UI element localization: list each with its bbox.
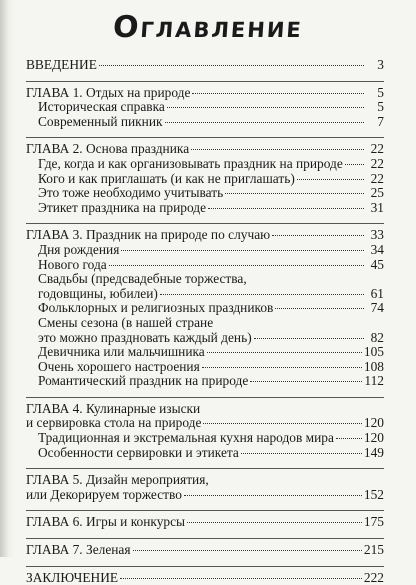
toc-entry xyxy=(26,157,384,172)
toc-page-number: 34 xyxy=(370,241,384,257)
toc-entry-label: ГЛАВА 3. Праздник на природе по случаю xyxy=(26,227,271,243)
toc-entry xyxy=(26,301,384,316)
toc-page-number: 74 xyxy=(370,300,384,316)
toc-leader-dots xyxy=(203,423,361,424)
toc-entry-label: и сервировка стола на природе xyxy=(26,415,202,431)
toc-page-number: 3 xyxy=(377,57,384,72)
toc-leader-dots xyxy=(109,265,364,266)
toc-leader-dots xyxy=(345,164,364,165)
section-divider xyxy=(26,137,384,138)
toc-page-number: 5 xyxy=(377,99,384,115)
section-divider xyxy=(26,538,384,539)
toc-page-number: 31 xyxy=(370,199,384,215)
toc-leader-dots xyxy=(272,235,364,236)
toc-entry-chapter-2 xyxy=(26,142,384,157)
toc-leader-dots xyxy=(297,179,364,180)
toc-entry-label: Этикет праздника на природе xyxy=(38,199,207,215)
toc-entry xyxy=(26,201,384,216)
toc-entry-label: Где, когда и как организовывать праздник на природе xyxy=(38,155,343,171)
toc-leader-dots xyxy=(120,578,362,579)
toc-page-number: 22 xyxy=(370,170,384,186)
toc-entry-label: Свадьбы (предсвадебные торжества, xyxy=(38,271,247,287)
toc-entry-label: ГЛАВА 5. Дизайн мероприятия, xyxy=(26,472,209,488)
toc-entry xyxy=(26,374,384,389)
toc-entry-chapter-6 xyxy=(26,515,384,530)
toc-entry xyxy=(26,172,384,187)
toc-leader-dots xyxy=(184,495,362,496)
toc-entry xyxy=(26,360,384,375)
toc-page-number: 215 xyxy=(363,542,384,558)
toc-entry-label: годовщины, юбилеи) xyxy=(38,285,158,301)
section-divider xyxy=(26,510,384,511)
toc-page-number: 25 xyxy=(370,185,384,201)
toc-entry xyxy=(26,316,384,331)
toc-entry-label: Фольклорных и религиозных праздников xyxy=(38,300,274,316)
section-divider xyxy=(26,566,384,567)
toc-page-number: 45 xyxy=(370,256,384,272)
toc-page-number: 149 xyxy=(363,444,384,460)
page-title: Оглавление xyxy=(111,10,305,45)
toc-leader-dots xyxy=(167,107,364,108)
toc-page-number: 222 xyxy=(363,569,384,585)
toc-page-number: 7 xyxy=(377,113,384,129)
toc-page-number: 22 xyxy=(370,155,384,171)
toc-entry-chapter-7 xyxy=(26,543,384,558)
toc-entry-chapter-1 xyxy=(26,86,384,101)
toc-leader-dots xyxy=(160,294,364,295)
toc-entry-label: ГЛАВА 1. Отдых на природе xyxy=(26,84,191,100)
toc-entry-conclusion xyxy=(26,571,384,585)
toc-entry xyxy=(26,446,384,461)
toc-leader-dots xyxy=(191,149,364,150)
toc-entry xyxy=(26,100,384,115)
toc-entry-label: ГЛАВА 4. Кулинарные изыски xyxy=(26,400,201,416)
toc-entry-label: ЗАКЛЮЧЕНИЕ xyxy=(26,569,119,585)
toc-page-number: 61 xyxy=(370,285,384,301)
toc-entry-label: Историческая справка xyxy=(38,99,165,115)
toc-entry-label: это можно праздновать каждый день) xyxy=(38,329,252,345)
toc-entry-label: Романтический праздник на природе xyxy=(38,373,249,389)
toc-page-number: 82 xyxy=(370,329,384,345)
toc-page-number: 105 xyxy=(363,344,384,360)
toc-page-number: 112 xyxy=(364,373,384,389)
toc-page-number: 152 xyxy=(363,486,384,502)
toc-page-number: 108 xyxy=(363,358,384,374)
toc-entry-label: ГЛАВА 6. Игры и конкурсы xyxy=(26,514,186,530)
toc-entry-label: Девичника или мальчишника xyxy=(38,344,205,360)
toc-entry-chapter-4 xyxy=(26,402,384,417)
toc-entry-label: или Декорируем торжество xyxy=(26,486,182,502)
toc-page-number: 22 xyxy=(370,141,384,157)
toc-leader-dots xyxy=(275,308,364,309)
toc-entry-label: Очень хорошего настроения xyxy=(38,358,200,374)
toc-entry-label: Смены сезона (в нашей стране xyxy=(38,314,214,330)
toc-entry-introduction xyxy=(26,58,384,73)
toc-leader-dots xyxy=(207,352,362,353)
toc-entry xyxy=(26,258,384,273)
toc-entry-label: Дня рождения xyxy=(38,241,120,257)
toc-entry xyxy=(26,287,384,302)
section-divider xyxy=(26,223,384,224)
toc-entry xyxy=(26,243,384,258)
toc-entry xyxy=(26,431,384,446)
section-divider xyxy=(26,397,384,398)
toc-page-number: 5 xyxy=(377,84,384,100)
toc-entry xyxy=(26,186,384,201)
toc-entry-label: Это тоже необходимо учитывать xyxy=(38,185,224,201)
toc-entry-label: Нового года xyxy=(38,256,107,272)
section-divider xyxy=(26,81,384,82)
toc-leader-dots xyxy=(225,193,364,194)
toc-entry-label: Традиционная и экстремальная кухня народов мира xyxy=(38,430,334,446)
toc-leader-dots xyxy=(241,453,362,454)
toc-leader-dots xyxy=(208,208,364,209)
page-edge-shadow xyxy=(0,0,14,557)
toc-leader-dots xyxy=(99,65,364,66)
toc-leader-dots xyxy=(133,550,362,551)
toc-entry xyxy=(26,488,384,503)
toc-entry-label: ГЛАВА 2. Основа праздника xyxy=(26,141,190,157)
toc-leader-dots xyxy=(187,522,362,523)
toc-page-number: 120 xyxy=(363,415,384,431)
toc-entry-label: ГЛАВА 7. Зеленая xyxy=(26,542,131,558)
toc-entry-chapter-5 xyxy=(26,473,384,488)
toc-page-number: 33 xyxy=(370,227,384,243)
toc-leader-dots xyxy=(192,93,364,94)
toc-leader-dots xyxy=(254,338,364,339)
toc-leader-dots xyxy=(250,381,362,382)
toc-leader-dots xyxy=(336,438,362,439)
toc-entry xyxy=(26,416,384,431)
toc-entry-label: Кого и как приглашать (и как не приглашать) xyxy=(38,170,295,186)
table-of-contents xyxy=(26,58,384,585)
section-divider xyxy=(26,468,384,469)
toc-entry-label: ВВЕДЕНИЕ xyxy=(26,57,97,72)
toc-entry xyxy=(26,272,384,287)
toc-entry-label: Современный пикник xyxy=(38,113,163,129)
toc-leader-dots xyxy=(165,122,364,123)
toc-leader-dots xyxy=(202,367,362,368)
toc-page-number: 175 xyxy=(363,514,384,530)
toc-entry xyxy=(26,115,384,130)
toc-entry-chapter-3 xyxy=(26,228,384,243)
toc-leader-dots xyxy=(121,250,364,251)
toc-entry-label: Особенности сервировки и этикета xyxy=(38,444,239,460)
toc-entry xyxy=(26,331,384,346)
toc-page-number: 120 xyxy=(363,430,384,446)
toc-entry xyxy=(26,345,384,360)
